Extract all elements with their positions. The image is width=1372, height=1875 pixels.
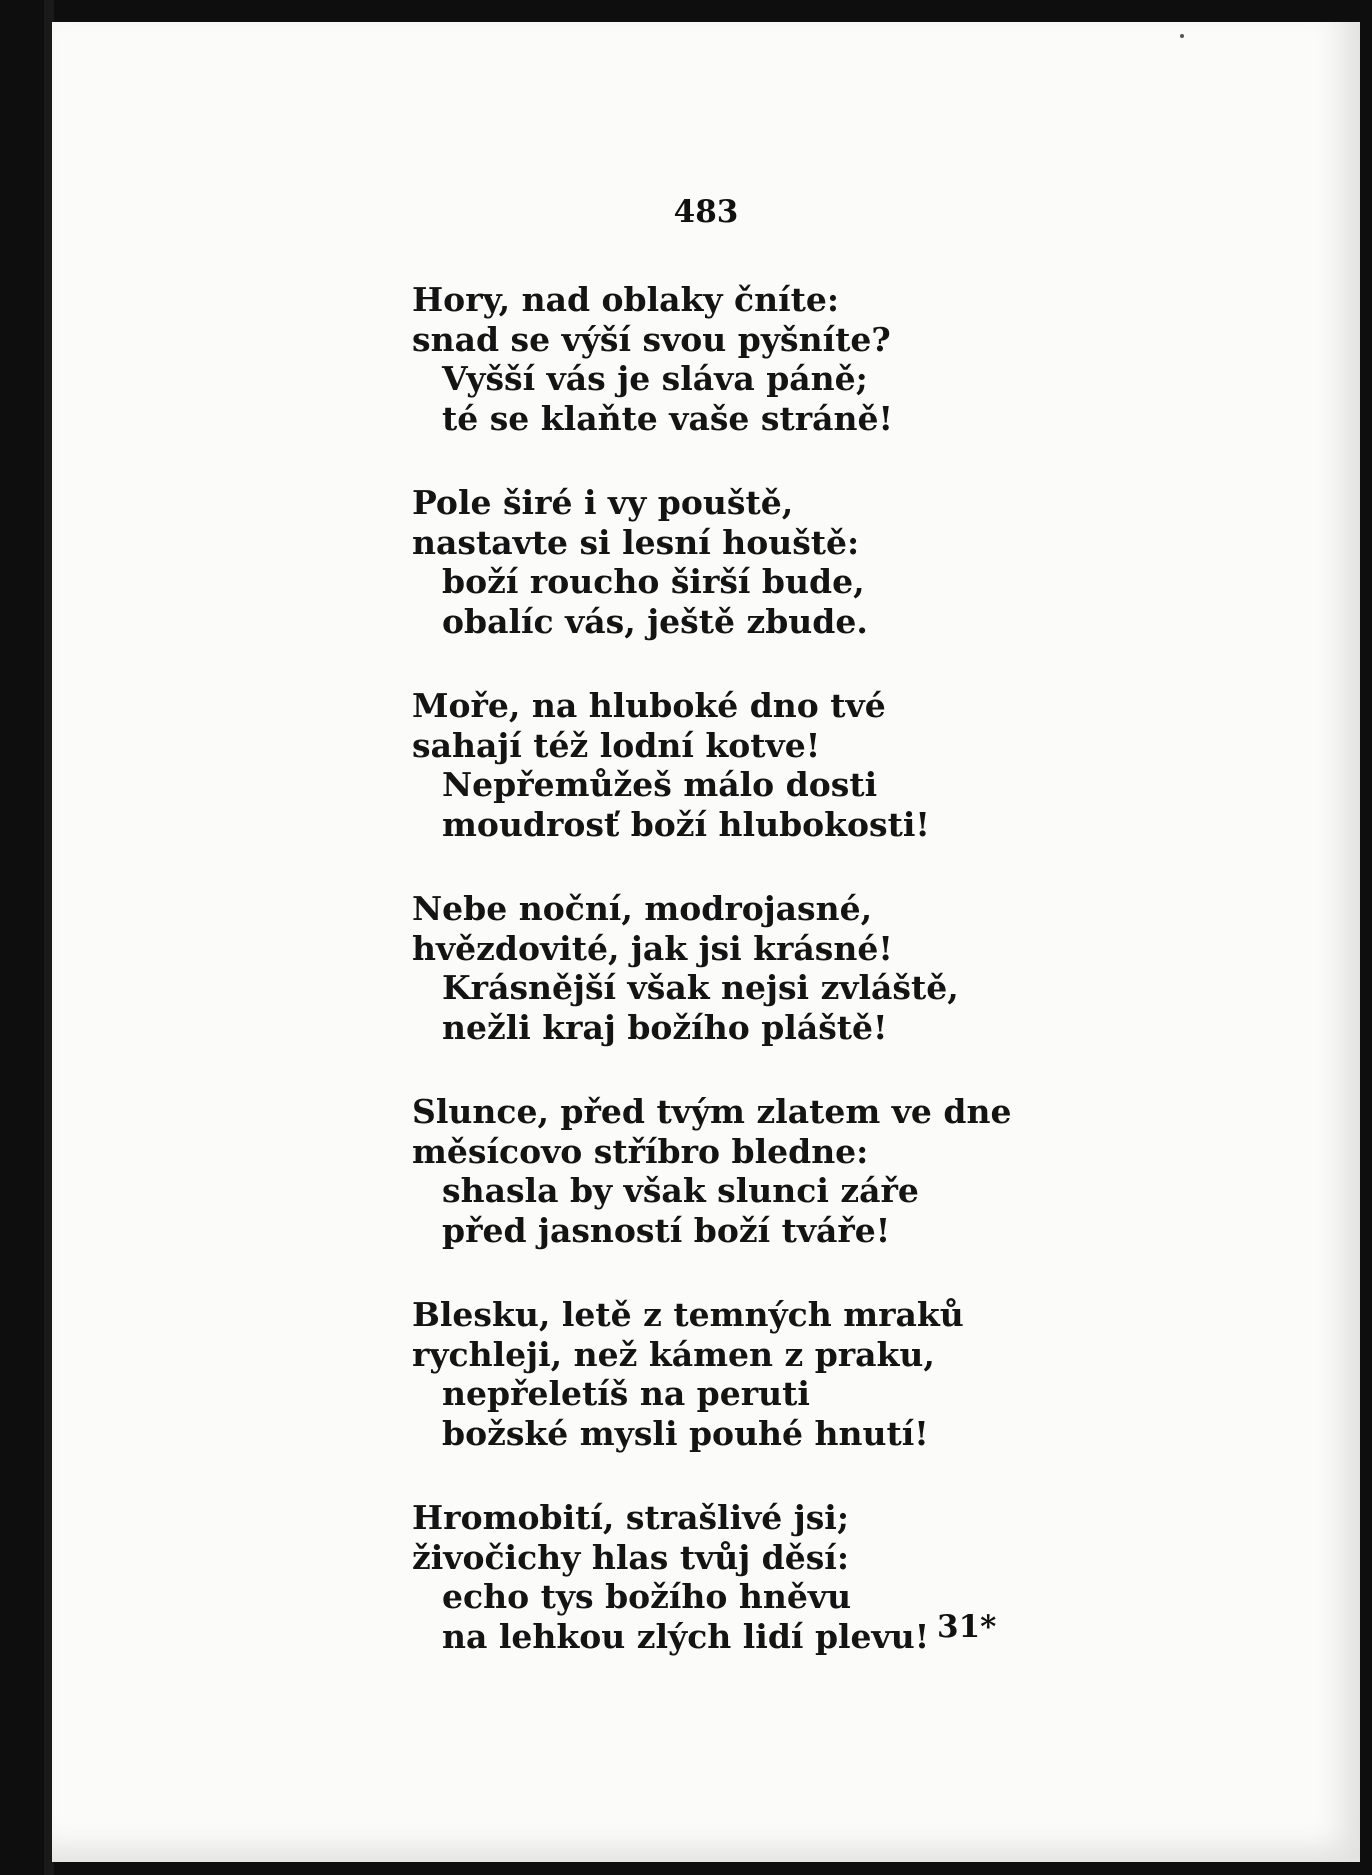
poem-line: Hory, nad oblaky čníte: [412, 280, 840, 319]
poem-line: rychleji, než kámen z praku, [412, 1334, 935, 1374]
poem-line: Nepřemůžeš málo dosti [442, 765, 878, 804]
stanza-1 [412, 280, 1052, 438]
poem-line: nastavte si lesní houště: [412, 522, 860, 562]
poem-line: Pole širé i vy pouště, [412, 483, 794, 522]
poem-line: hvězdovité, jak jsi krásné! [412, 928, 893, 968]
poem-line: obalíc vás, ještě zbude. [442, 601, 868, 641]
poem-line: na lehkou zlých lidí plevu! [442, 1616, 930, 1656]
poem-line: shasla by však slunci záře [442, 1171, 919, 1210]
stanza-6 [412, 1295, 1052, 1453]
poem-line: moudrosť boží hlubokosti! [442, 804, 930, 844]
poem-line: snad se výší svou pyšníte? [412, 319, 891, 359]
page-number: 483 [673, 194, 739, 230]
stanza-5 [412, 1092, 1052, 1250]
scan-speck [1180, 34, 1184, 38]
poem-line: sahají též lodní kotve! [412, 725, 821, 765]
printer-signature-mark: 31* [937, 1609, 997, 1645]
poem-line: Blesku, letě z temných mraků [412, 1295, 964, 1334]
poem-line: boží roucho širší bude, [442, 562, 865, 601]
poem-line: Hromobití, strašlivé jsi; [412, 1498, 850, 1537]
poem-line: živočichy hlas tvůj děsí: [412, 1537, 850, 1577]
poem-line: měsícovo stříbro bledne: [412, 1131, 869, 1171]
poem-line: nepřeletíš na peruti [442, 1374, 810, 1413]
poem-line: božské mysli pouhé hnutí! [442, 1413, 929, 1453]
poem-line: Nebe noční, modrojasné, [412, 889, 873, 928]
stanza-3 [412, 686, 1052, 844]
stanza-4 [412, 889, 1052, 1047]
poem-line: nežli kraj božího pláště! [442, 1007, 888, 1047]
poem-line: Slunce, před tvým zlatem ve dne [412, 1092, 1012, 1131]
poem-line: Krásnější však nejsi zvláště, [442, 968, 959, 1007]
poem-line: Vyšší vás je sláva páně; [442, 359, 868, 398]
poem-line: echo tys božího hněvu [442, 1577, 852, 1616]
poem [412, 280, 1052, 1701]
poem-line: Moře, na hluboké dno tvé [412, 686, 886, 725]
book-page [52, 22, 1360, 1862]
poem-line: té se klaňte vaše stráně! [442, 398, 893, 438]
stanza-2 [412, 483, 1052, 641]
poem-line: před jasností boží tváře! [442, 1210, 891, 1250]
